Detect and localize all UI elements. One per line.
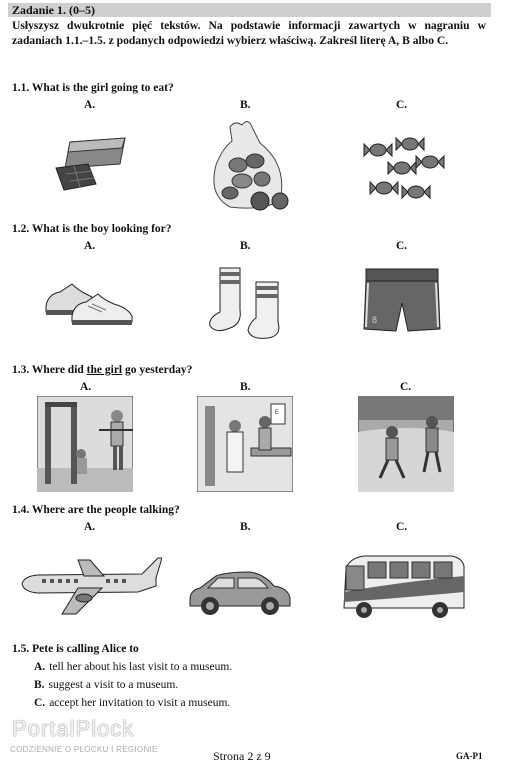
answer-text: accept her invitation to visit a museum.	[49, 697, 231, 709]
question-number: 1.5.	[12, 643, 30, 655]
airplane-image[interactable]	[18, 548, 162, 620]
option-letter-a[interactable]: A.	[80, 381, 92, 393]
question-text: What is the girl going to eat?	[31, 82, 174, 94]
watermark-logo: PortalPlock	[12, 716, 135, 741]
question-text: Where are the people talking?	[31, 504, 180, 516]
option-letter-c[interactable]: C.	[396, 240, 408, 252]
page-number: Strona 2 z 9	[213, 749, 271, 763]
question-number: 1.3.	[12, 364, 30, 376]
question-number: 1.1.	[12, 82, 30, 94]
answer-text: suggest a visit to a museum.	[48, 679, 179, 691]
option-letter-b[interactable]: B.	[240, 521, 251, 533]
answer-letter: A.	[34, 661, 46, 673]
question-1-1	[12, 82, 174, 94]
question-1-3	[12, 364, 192, 376]
svg-text:8: 8	[372, 315, 378, 325]
option-letter-a[interactable]: A.	[84, 99, 96, 111]
answer-letter: C.	[34, 697, 46, 709]
question-text: What is the boy looking for?	[31, 223, 172, 235]
question-text: Pete is calling Alice to	[32, 643, 139, 655]
option-letter-c[interactable]: C.	[396, 521, 408, 533]
sneakers-image[interactable]	[42, 276, 138, 326]
car-image[interactable]	[186, 568, 292, 616]
question-text-before: Where did	[31, 364, 84, 376]
wrapped-candies-image[interactable]	[358, 132, 453, 207]
bus-image[interactable]	[340, 552, 466, 620]
option-letter-c[interactable]: C.	[396, 99, 408, 111]
option-letter-a[interactable]: A.	[84, 521, 96, 533]
answer-letter: B.	[34, 679, 45, 691]
question-text-after: go yesterday?	[125, 364, 193, 376]
bag-of-nuts-image[interactable]	[200, 115, 300, 215]
ice-rink-image[interactable]	[358, 396, 454, 492]
question-1-4	[12, 504, 180, 516]
doctor-office-image[interactable]	[197, 396, 293, 492]
socks-image[interactable]	[208, 264, 288, 344]
question-1-5	[12, 643, 139, 655]
option-letter-a[interactable]: A.	[84, 240, 96, 252]
question-number: 1.4.	[12, 504, 30, 516]
shorts-image[interactable]	[362, 267, 442, 337]
option-letter-c[interactable]: C.	[400, 381, 412, 393]
answer-option-b[interactable]	[34, 679, 178, 691]
answer-text: tell her about his last visit to a museum.	[49, 661, 233, 673]
answer-option-a[interactable]	[34, 661, 232, 673]
task-title: Zadanie 1. (0–5)	[8, 3, 491, 17]
option-letter-b[interactable]: B.	[240, 381, 251, 393]
chocolate-bar-image[interactable]	[50, 130, 130, 195]
exam-code: GA-P1	[456, 751, 483, 761]
answer-option-c[interactable]	[34, 697, 230, 709]
svg-text:E: E	[275, 410, 280, 416]
question-number: 1.2.	[12, 223, 30, 235]
question-text-underlined: the girl	[86, 364, 123, 376]
task-instruction: Usłyszysz dwukrotnie pięć tekstów. Na podstawie informacji zawartych w nagraniu w zadaniach 1.1.–1.5. z podanych odpowiedzi wybierz właściwą. Zakreśl literę A, B albo C.	[12, 19, 486, 47]
watermark-tagline: CODZIENNIE O PŁOCKU I REGIONIE	[10, 745, 158, 754]
question-1-2	[12, 223, 172, 235]
gym-image[interactable]	[37, 396, 133, 492]
option-letter-b[interactable]: B.	[240, 99, 251, 111]
option-letter-b[interactable]: B.	[240, 240, 251, 252]
